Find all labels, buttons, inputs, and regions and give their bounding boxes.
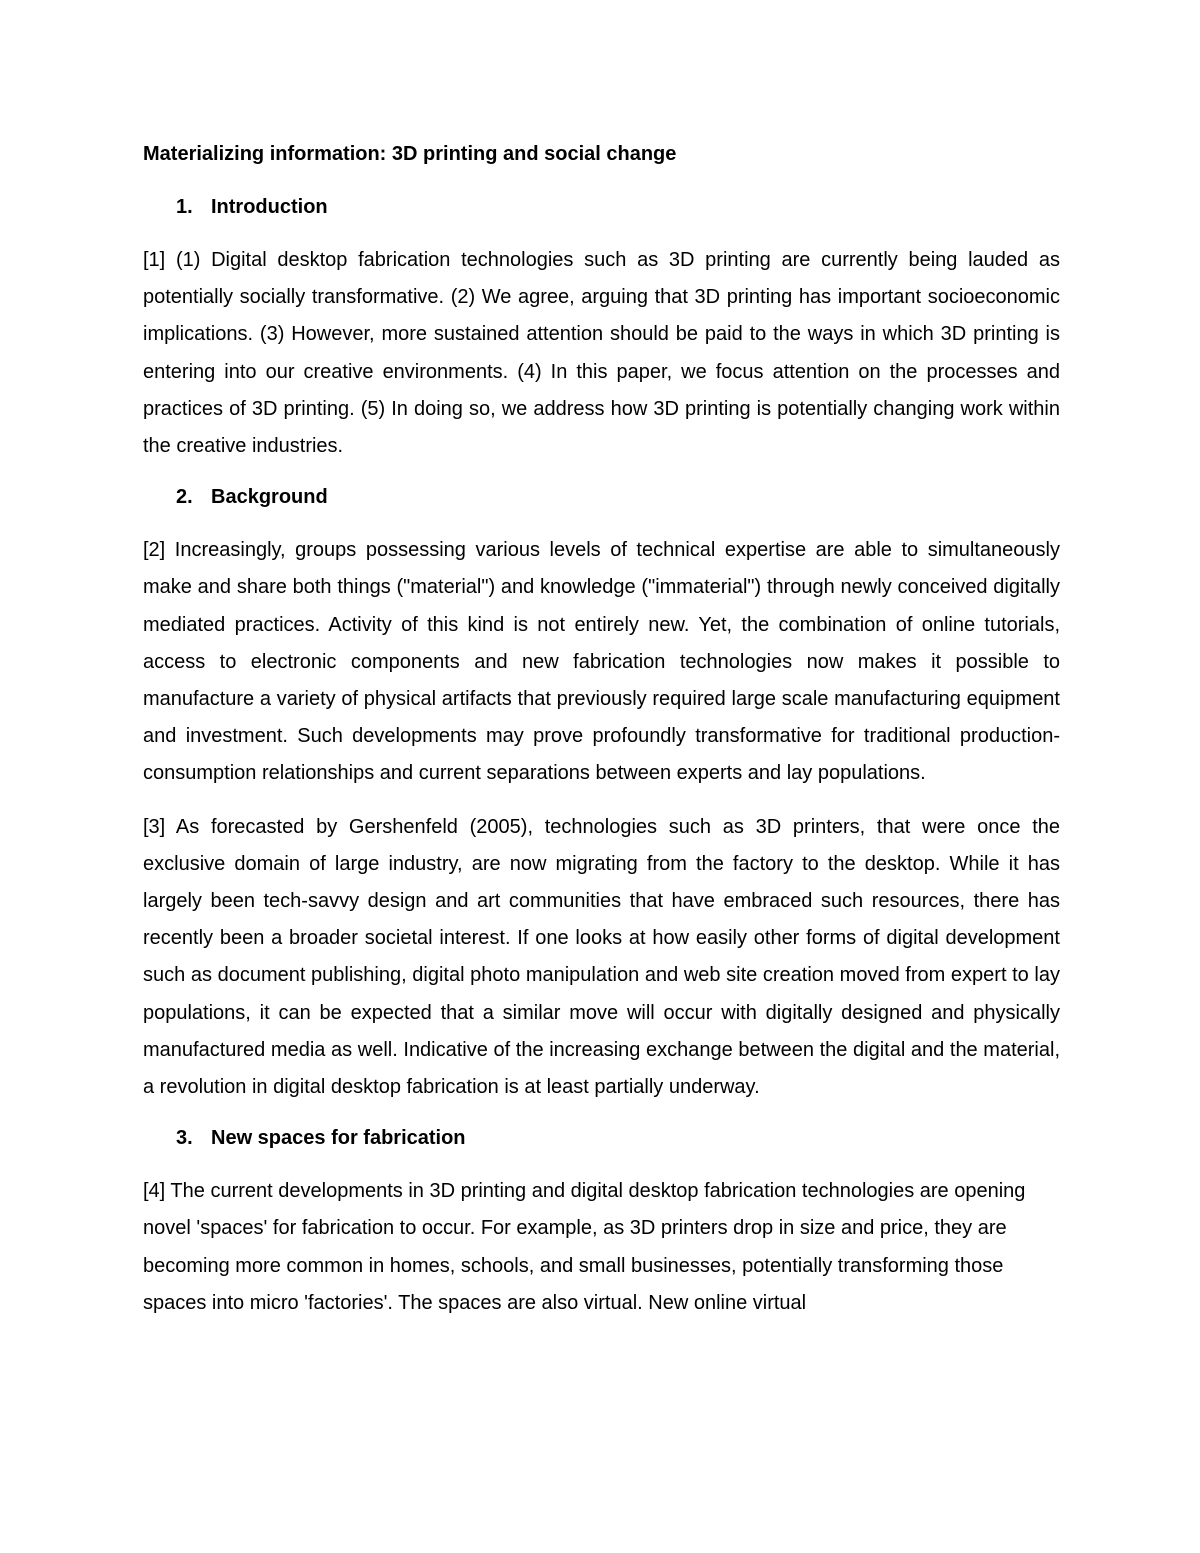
paragraph-1: [1] (1) Digital desktop fabrication technologies such as 3D printing are currently being lauded as potentially socially transformative. (2) We agree, arguing that 3D printing has important socioeconomic implications. (3) However, more sustained attention should be paid to the ways in which 3D printing is entering into our creative environments. (4) In this paper, we focus attention on the processes and practices of 3D printing. (5) In doing so, we address how 3D printing is potentially changing work within the creative industries. — [143, 249, 1060, 458]
section-heading-new-spaces — [143, 1122, 1060, 1154]
section-number: 3. — [176, 1127, 193, 1150]
section-heading-background — [143, 481, 1060, 513]
section-title: Background — [211, 486, 328, 509]
document-title: Materializing information: 3D printing and social change — [143, 143, 677, 165]
document-page — [143, 138, 1060, 1338]
section-title: New spaces for fabrication — [211, 1127, 466, 1150]
paragraph-2: [2] Increasingly, groups possessing various levels of technical expertise are able to simultaneously make and share both things ("material") and knowledge ("immaterial") through newly conceived digitally mediated practices. Activity of this kind is not entirely new. Yet, the combination of online tutorials, access to electronic components and new fabrication technologies now makes it possible to manufacture a variety of physical artifacts that previously required large scale manufacturing equipment and investment. Such developments may prove profoundly transformative for traditional production-consumption relationships and current separations between experts and lay populations. — [143, 539, 1060, 785]
section-heading-introduction — [143, 191, 1060, 223]
paragraph-4: [4] The current developments in 3D printing and digital desktop fabrication technologies are opening novel 'spaces' for fabrication to occur. For example, as 3D printers drop in size and price, they are becoming more common in homes, schools, and small businesses, potentially transforming those spaces into micro 'factories'. The spaces are also virtual. New online virtual — [143, 1180, 1026, 1314]
section-number: 2. — [176, 486, 193, 509]
section-number: 1. — [176, 196, 193, 218]
section-title: Introduction — [211, 196, 328, 218]
paragraph-3: [3] As forecasted by Gershenfeld (2005), technologies such as 3D printers, that were once the exclusive domain of large industry, are now migrating from the factory to the desktop. While it has largely been tech-savvy design and art communities that have embraced such resources, there has recently been a broader societal interest. If one looks at how easily other forms of digital development such as document publishing, digital photo manipulation and web site creation moved from expert to lay populations, it can be expected that a similar move will occur with digitally designed and physically manufactured media as well. Indicative of the increasing exchange between the digital and the material, a revolution in digital desktop fabrication is at least partially underway. — [143, 815, 1060, 1099]
